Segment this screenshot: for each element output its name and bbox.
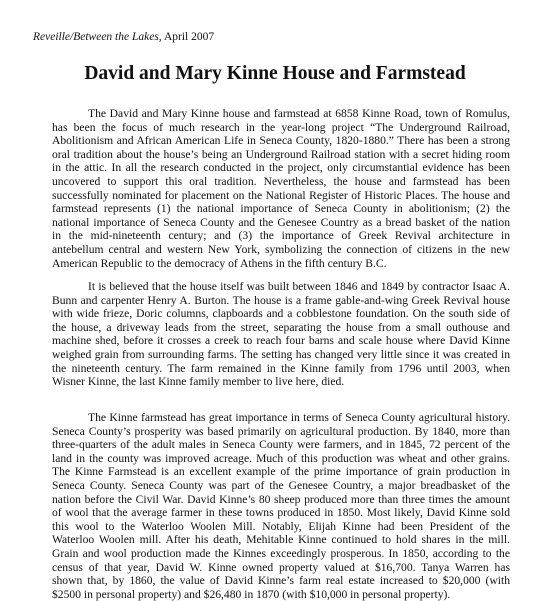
text-line: shown that, by 1860, the value of David Kinne’s farm real estate increased to $20,000 (with [52, 574, 510, 588]
paragraph-2 [52, 280, 510, 389]
text-line: of wool that the average farmer in these towns produced in 1850. Most likely, David Kinne sold [52, 506, 510, 520]
text-line: oral tradition about the house’s being an Underground Railroad station with a secret hiding room [52, 147, 510, 161]
text-line: Bunn and carpenter Henry A. Burton. The house is a frame gable-and-wing Greek Revival house [52, 293, 510, 307]
text-line: antebellum central and western New York, symbolizing the connection of citizens in the new [52, 242, 510, 256]
text-line: has been the focus of much research in the year-long project “The Underground Railroad, [52, 120, 510, 134]
text-line: nation before the Civil War. David Kinne’s 80 sheep produced more than three times the amount [52, 492, 510, 506]
text-line: $2500 in personal property) and $26,480 in 1870 (with $10,000 in personal property). [52, 587, 451, 601]
text-line: the house, a driveway leads from the street, separating the house from a small outhouse and [52, 320, 510, 334]
text-line: machine shed, before it crosses a creek to reach four barns and scale house where David Kinne [52, 334, 510, 348]
text-line: the nineteenth century. The farm remained in the Kinne family from 1796 until 2003, when [52, 361, 510, 375]
text-line: land in the county was improved acreage. Much of this production was wheat and other grains. [52, 451, 510, 465]
text-line: Wisner Kinne, the last Kinne family member to live here, died. [52, 375, 345, 389]
text-line: Seneca County’s prosperity was based primarily on agricultural production. By 1840, more than [52, 424, 510, 438]
text-line: this wool to the Waterloo Woolen Mill. Notably, Elijah Kinne had been President of the [52, 519, 510, 533]
text-line: American Republic to the democracy of Athens in the fifth century B.C. [52, 256, 387, 270]
text-line: successfully nominated for placement on the National Register of Historic Places. The house and [52, 188, 510, 202]
text-line: in the attic. In all the research conducted in the project, only circumstantial evidence has been [52, 161, 510, 175]
publication-name: Reveille/Between the Lakes, [33, 31, 162, 43]
text-line: three-quarters of the adult males in Seneca County were farmers, and in 1845, 72 percent of the [52, 438, 510, 452]
text-line: weighed grain from surrounding farms. The setting has changed very little since it was created in [52, 347, 510, 361]
text-line: Grain and wool production made the Kinnes exceedingly prosperous. In 1850, according to the [52, 546, 510, 560]
text-line: census of that year, David W. Kinne owned property valued at $16,700. Tanya Warren has [52, 560, 510, 574]
publication-date: April 2007 [163, 31, 215, 43]
article-title: David and Mary Kinne House and Farmstead [84, 63, 466, 84]
text-line: farmstead represents (1) the national importance of Seneca County in abolitionism; (2) the [52, 202, 510, 216]
text-line: in the mid-nineteenth century; and (3) the importance of Greek Revival architecture in [52, 229, 510, 243]
text-line: with wide frieze, Doric columns, clapboards and a cobblestone foundation. On the south side of [52, 307, 510, 321]
text-line: The Kinne farmstead has great importance in terms of Seneca County agricultural history. [88, 411, 510, 424]
running-header [33, 30, 214, 44]
text-line: Abolitionism and African American Life in Seneca County, 1820-1880.” There has been a strong [52, 134, 510, 148]
text-line: Waterloo Woolen mill. After his death, Mehitable Kinne continued to hold shares in the mill. [52, 533, 510, 547]
text-line: The David and Mary Kinne house and farmstead at 6858 Kinne Road, town of Romulus, [88, 107, 510, 120]
text-line: national importance of Seneca County and the Genesee Country as a bread basket of the nation [52, 215, 510, 229]
paragraph-3 [52, 411, 510, 601]
text-line: Seneca County. Seneca County was part of the Genesee Country, a major breadbasket of the [52, 478, 510, 492]
text-line: It is believed that the house itself was built between 1846 and 1849 by contractor Isaac A. [88, 280, 510, 293]
paragraph-1 [52, 107, 510, 270]
text-line: The Kinne Farmstead is an excellent example of the prime importance of grain production in [52, 465, 510, 479]
text-line: uncovered to support this oral tradition. Nevertheless, the house and farmstead has been [52, 174, 510, 188]
